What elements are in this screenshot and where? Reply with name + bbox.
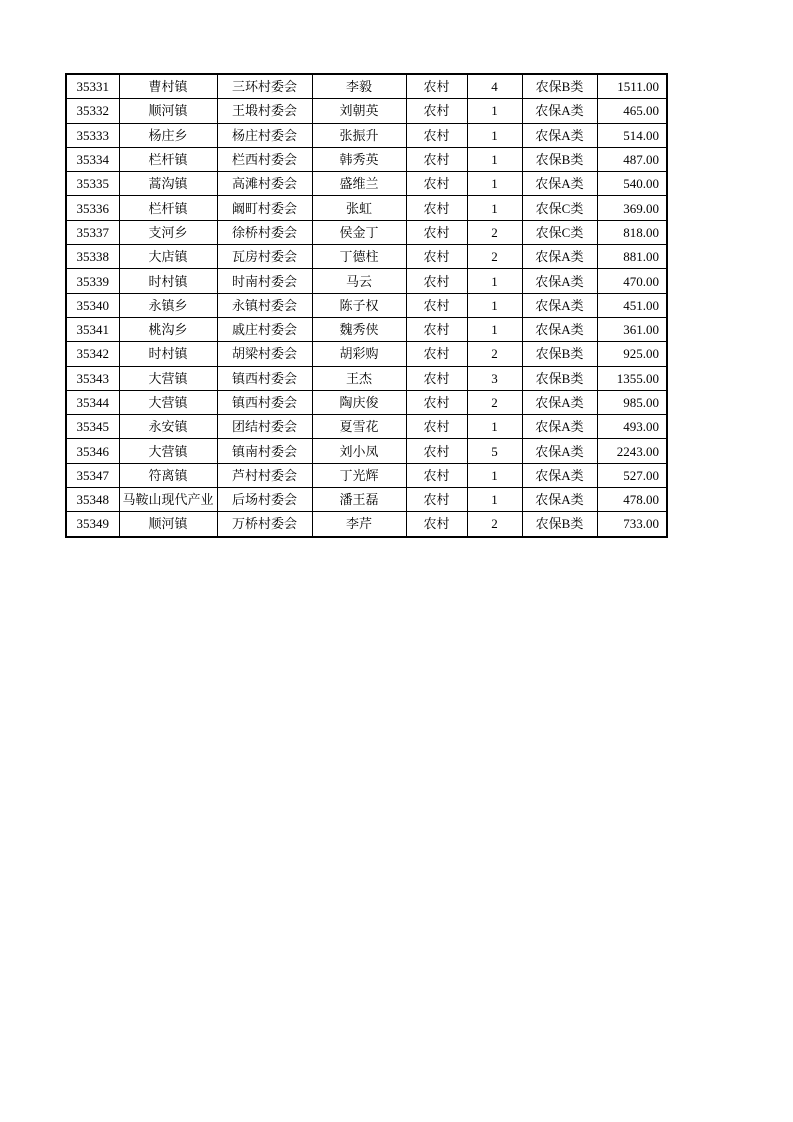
cell-count: 5: [467, 439, 522, 463]
table-row: [66, 415, 667, 439]
cell-village: 永镇村委会: [217, 293, 312, 317]
cell-amount: 1511.00: [597, 74, 667, 99]
cell-insurance-category: 农保C类: [522, 196, 597, 220]
records-table-body: [66, 74, 667, 537]
cell-count: 1: [467, 147, 522, 171]
cell-amount: 733.00: [597, 512, 667, 537]
cell-area-type: 农村: [406, 366, 467, 390]
cell-area-type: 农村: [406, 147, 467, 171]
cell-town: 栏杆镇: [119, 147, 217, 171]
cell-insurance-category: 农保A类: [522, 293, 597, 317]
cell-area-type: 农村: [406, 342, 467, 366]
cell-town: 杨庄乡: [119, 123, 217, 147]
cell-village: 镇西村委会: [217, 390, 312, 414]
cell-insurance-category: 农保A类: [522, 172, 597, 196]
cell-village: 杨庄村委会: [217, 123, 312, 147]
cell-count: 1: [467, 317, 522, 341]
cell-area-type: 农村: [406, 463, 467, 487]
cell-record-id: 35332: [66, 99, 119, 123]
cell-person-name: 王杰: [312, 366, 406, 390]
cell-record-id: 35342: [66, 342, 119, 366]
cell-insurance-category: 农保B类: [522, 147, 597, 171]
cell-person-name: 丁光辉: [312, 463, 406, 487]
cell-person-name: 盛维兰: [312, 172, 406, 196]
cell-area-type: 农村: [406, 172, 467, 196]
cell-insurance-category: 农保A类: [522, 99, 597, 123]
cell-amount: 465.00: [597, 99, 667, 123]
table-row: [66, 463, 667, 487]
cell-count: 3: [467, 366, 522, 390]
cell-insurance-category: 农保A类: [522, 463, 597, 487]
cell-area-type: 农村: [406, 245, 467, 269]
cell-record-id: 35338: [66, 245, 119, 269]
cell-insurance-category: 农保B类: [522, 512, 597, 537]
cell-town: 蒿沟镇: [119, 172, 217, 196]
cell-area-type: 农村: [406, 512, 467, 537]
cell-amount: 369.00: [597, 196, 667, 220]
cell-town: 大营镇: [119, 390, 217, 414]
cell-village: 团结村委会: [217, 415, 312, 439]
cell-area-type: 农村: [406, 317, 467, 341]
cell-village: 徐桥村委会: [217, 220, 312, 244]
cell-town: 时村镇: [119, 269, 217, 293]
cell-insurance-category: 农保B类: [522, 74, 597, 99]
cell-town: 大店镇: [119, 245, 217, 269]
cell-town: 大营镇: [119, 439, 217, 463]
cell-amount: 925.00: [597, 342, 667, 366]
cell-record-id: 35346: [66, 439, 119, 463]
cell-person-name: 夏雪花: [312, 415, 406, 439]
cell-person-name: 李毅: [312, 74, 406, 99]
cell-insurance-category: 农保A类: [522, 269, 597, 293]
cell-person-name: 陶庆俊: [312, 390, 406, 414]
cell-count: 1: [467, 123, 522, 147]
cell-record-id: 35340: [66, 293, 119, 317]
cell-count: 1: [467, 488, 522, 512]
cell-area-type: 农村: [406, 74, 467, 99]
cell-amount: 1355.00: [597, 366, 667, 390]
cell-insurance-category: 农保B类: [522, 342, 597, 366]
cell-amount: 478.00: [597, 488, 667, 512]
cell-record-id: 35341: [66, 317, 119, 341]
cell-record-id: 35333: [66, 123, 119, 147]
cell-town: 永安镇: [119, 415, 217, 439]
cell-town: 时村镇: [119, 342, 217, 366]
cell-village: 三环村委会: [217, 74, 312, 99]
cell-insurance-category: 农保A类: [522, 415, 597, 439]
cell-village: 阚町村委会: [217, 196, 312, 220]
cell-person-name: 陈子权: [312, 293, 406, 317]
cell-count: 1: [467, 293, 522, 317]
cell-village: 后场村委会: [217, 488, 312, 512]
cell-record-id: 35335: [66, 172, 119, 196]
cell-area-type: 农村: [406, 99, 467, 123]
cell-village: 瓦房村委会: [217, 245, 312, 269]
cell-area-type: 农村: [406, 196, 467, 220]
table-row: [66, 512, 667, 537]
table-row: [66, 439, 667, 463]
cell-amount: 514.00: [597, 123, 667, 147]
cell-town: 马鞍山现代产业: [119, 488, 217, 512]
cell-amount: 527.00: [597, 463, 667, 487]
cell-village: 栏西村委会: [217, 147, 312, 171]
records-table: [65, 73, 668, 538]
cell-count: 1: [467, 463, 522, 487]
cell-amount: 493.00: [597, 415, 667, 439]
cell-record-id: 35343: [66, 366, 119, 390]
cell-count: 1: [467, 415, 522, 439]
cell-area-type: 农村: [406, 220, 467, 244]
cell-person-name: 刘朝英: [312, 99, 406, 123]
cell-amount: 2243.00: [597, 439, 667, 463]
cell-village: 镇南村委会: [217, 439, 312, 463]
cell-town: 曹村镇: [119, 74, 217, 99]
cell-amount: 470.00: [597, 269, 667, 293]
cell-record-id: 35348: [66, 488, 119, 512]
cell-village: 王塅村委会: [217, 99, 312, 123]
cell-town: 符离镇: [119, 463, 217, 487]
table-row: [66, 74, 667, 99]
cell-village: 胡梁村委会: [217, 342, 312, 366]
cell-record-id: 35347: [66, 463, 119, 487]
cell-amount: 361.00: [597, 317, 667, 341]
cell-person-name: 张虹: [312, 196, 406, 220]
cell-village: 时南村委会: [217, 269, 312, 293]
table-row: [66, 366, 667, 390]
table-row: [66, 269, 667, 293]
cell-area-type: 农村: [406, 123, 467, 147]
table-row: [66, 488, 667, 512]
cell-count: 2: [467, 390, 522, 414]
cell-record-id: 35331: [66, 74, 119, 99]
cell-record-id: 35339: [66, 269, 119, 293]
cell-record-id: 35336: [66, 196, 119, 220]
cell-insurance-category: 农保B类: [522, 366, 597, 390]
cell-amount: 487.00: [597, 147, 667, 171]
cell-area-type: 农村: [406, 269, 467, 293]
cell-village: 高滩村委会: [217, 172, 312, 196]
cell-village: 镇西村委会: [217, 366, 312, 390]
cell-area-type: 农村: [406, 390, 467, 414]
table-row: [66, 220, 667, 244]
cell-person-name: 侯金丁: [312, 220, 406, 244]
cell-amount: 451.00: [597, 293, 667, 317]
cell-record-id: 35345: [66, 415, 119, 439]
table-row: [66, 317, 667, 341]
cell-insurance-category: 农保C类: [522, 220, 597, 244]
table-row: [66, 147, 667, 171]
cell-town: 顺河镇: [119, 99, 217, 123]
cell-amount: 540.00: [597, 172, 667, 196]
cell-count: 1: [467, 196, 522, 220]
table-row: [66, 342, 667, 366]
cell-amount: 881.00: [597, 245, 667, 269]
cell-area-type: 农村: [406, 488, 467, 512]
cell-count: 2: [467, 342, 522, 366]
cell-town: 栏杆镇: [119, 196, 217, 220]
cell-person-name: 韩秀英: [312, 147, 406, 171]
cell-person-name: 李芹: [312, 512, 406, 537]
cell-town: 永镇乡: [119, 293, 217, 317]
cell-village: 戚庄村委会: [217, 317, 312, 341]
cell-count: 2: [467, 512, 522, 537]
cell-amount: 818.00: [597, 220, 667, 244]
cell-person-name: 马云: [312, 269, 406, 293]
cell-area-type: 农村: [406, 293, 467, 317]
cell-insurance-category: 农保A类: [522, 123, 597, 147]
table-row: [66, 245, 667, 269]
table-row: [66, 123, 667, 147]
table-row: [66, 390, 667, 414]
table-row: [66, 99, 667, 123]
cell-count: 1: [467, 99, 522, 123]
cell-town: 顺河镇: [119, 512, 217, 537]
cell-record-id: 35349: [66, 512, 119, 537]
cell-village: 芦村村委会: [217, 463, 312, 487]
cell-record-id: 35334: [66, 147, 119, 171]
cell-count: 1: [467, 269, 522, 293]
cell-person-name: 潘王磊: [312, 488, 406, 512]
cell-insurance-category: 农保A类: [522, 390, 597, 414]
cell-person-name: 张振升: [312, 123, 406, 147]
cell-insurance-category: 农保A类: [522, 317, 597, 341]
cell-insurance-category: 农保A类: [522, 245, 597, 269]
cell-amount: 985.00: [597, 390, 667, 414]
cell-person-name: 刘小凤: [312, 439, 406, 463]
cell-count: 2: [467, 220, 522, 244]
cell-record-id: 35344: [66, 390, 119, 414]
cell-record-id: 35337: [66, 220, 119, 244]
cell-person-name: 胡彩购: [312, 342, 406, 366]
cell-count: 4: [467, 74, 522, 99]
table-row: [66, 293, 667, 317]
table-row: [66, 196, 667, 220]
cell-person-name: 丁德柱: [312, 245, 406, 269]
cell-count: 2: [467, 245, 522, 269]
cell-town: 桃沟乡: [119, 317, 217, 341]
cell-town: 大营镇: [119, 366, 217, 390]
cell-village: 万桥村委会: [217, 512, 312, 537]
cell-insurance-category: 农保A类: [522, 488, 597, 512]
cell-insurance-category: 农保A类: [522, 439, 597, 463]
cell-area-type: 农村: [406, 439, 467, 463]
cell-count: 1: [467, 172, 522, 196]
table-row: [66, 172, 667, 196]
cell-person-name: 魏秀侠: [312, 317, 406, 341]
cell-area-type: 农村: [406, 415, 467, 439]
cell-town: 支河乡: [119, 220, 217, 244]
